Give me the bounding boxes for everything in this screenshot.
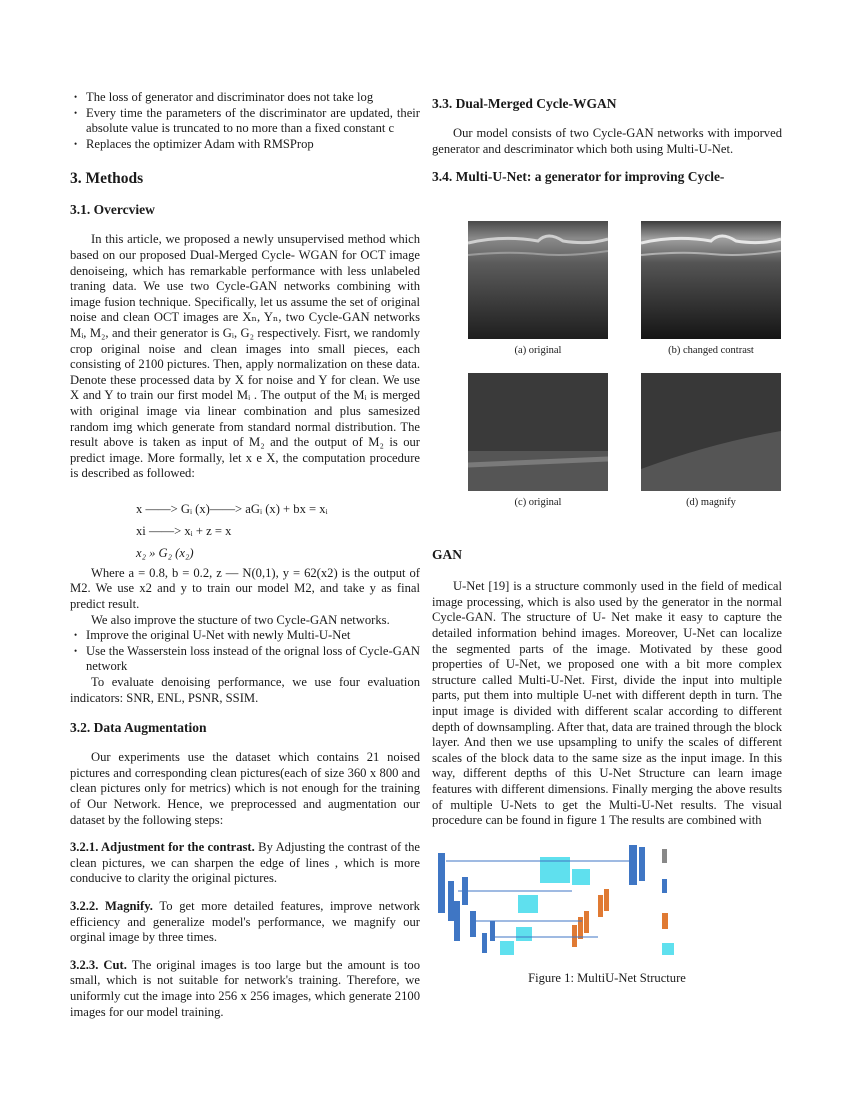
retina-scan-picture bbox=[468, 221, 608, 339]
subsection-heading-overview: 3.1. Overcview bbox=[70, 202, 155, 218]
retina-magnified-picture bbox=[641, 373, 781, 491]
unet-paragraph: U-Net [19] is a structure commonly used in the field of medical image processing, which is also used by the generator in the normal Cycle-GAN. The structure of U- Net make it easy to capture the detailed information behind images. Moreover, U-Net can localize the segmented parts of the image. Motivated by these good properties of U-Net, we proposed one with a bit more complex structure called Multi-U-Net. First, divide the input into multiple parts, put them into multiple U-net with different depth in turn. The input image is divided with different scalar according to different depth of downsampling. After that, data are trained through the block layer. And then we use upsampling to unify the scales of different scales of the block data to the same size as the input image. In this way, different depths of this U-Net Structure can learn image features with different dimensions. Finally merging the above results of multiple U-Nets to get the Multi-U-Net results. The visual procedure can be found in figure 1 The results are combined with bbox=[432, 579, 782, 828]
left-column bbox=[70, 90, 420, 1020]
subsubsection-cut bbox=[70, 958, 420, 1020]
oct-image-original-crop bbox=[468, 373, 608, 491]
image-caption: (c) original bbox=[514, 497, 562, 509]
oct-image-magnify bbox=[641, 373, 781, 491]
subsubsection-text: To get more detailed features, improve network efficiency and generalize model's performance, we magnify our orginal image by three times. bbox=[70, 898, 420, 945]
block-layers bbox=[500, 857, 674, 955]
subsection-heading-gan: GAN bbox=[432, 547, 462, 563]
image-caption: (b) changed contrast bbox=[668, 345, 754, 357]
decoder-blocks bbox=[572, 889, 668, 947]
subsubsection-title: 3.2.3. Cut. bbox=[70, 957, 127, 972]
figure-caption: Figure 1: MultiU-Net Structure bbox=[528, 970, 686, 985]
subsubsection-contrast bbox=[70, 840, 420, 887]
legend-swatches bbox=[662, 849, 667, 893]
retina-crop-picture bbox=[468, 373, 608, 491]
oct-image-grid bbox=[432, 221, 782, 521]
subsection-heading-augmentation: 3.2. Data Augmentation bbox=[70, 720, 207, 736]
subsubsection-title: 3.2.2. Magnify. bbox=[70, 898, 153, 913]
list-item: • The loss of generator and discriminator does not take log bbox=[56, 90, 420, 106]
subsubsection-title: 3.2.1. Adjustment for the contrast. bbox=[70, 840, 255, 855]
section-heading-methods: 3. Methods bbox=[70, 170, 144, 188]
subsubsection-text: The original images is too large but the amount is too small, which is not suitable for network's training. Therefore, we uniformly cut the image into 256 x 256 images, which generate 2100 images for our model training. bbox=[70, 957, 420, 1019]
evaluation-paragraph: To evaluate denoising performance, we use four evaluation indicators: SNR, ENL, PSNR, SSIM. bbox=[70, 675, 420, 705]
multi-unet-diagram bbox=[432, 841, 782, 969]
image-caption: (d) magnify bbox=[686, 497, 736, 509]
subsection-heading-dual-merged: 3.3. Dual-Merged Cycle-WGAN bbox=[432, 96, 617, 111]
list-item: • Improve the original U-Net with newly Multi-U-Net bbox=[56, 628, 420, 644]
improve-paragraph: We also improve the stucture of two Cycle-GAN networks. bbox=[91, 612, 390, 627]
oct-image-original bbox=[468, 221, 608, 339]
subsection-heading-multi-unet: 3.4. Multi-U-Net: a generator for improving Cycle- bbox=[432, 169, 725, 185]
oct-image-changed-contrast bbox=[641, 221, 781, 339]
multi-unet-figure bbox=[432, 841, 782, 969]
equation-line: x ——> Gᵢ (x)——> aGᵢ (x) + bx = xᵢ bbox=[136, 501, 328, 516]
dual-merged-paragraph: Our model consists of two Cycle-GAN networks with imporved generator and descriminator which both using Multi-U-Net. bbox=[432, 126, 782, 156]
list-item: • Every time the parameters of the discriminator are updated, their absolute value is truncated to no more than a fixed constant c bbox=[56, 106, 420, 137]
subsubsection-magnify bbox=[70, 899, 420, 946]
augmentation-paragraph: Our experiments use the dataset which contains 21 noised pictures and corresponding clean pictures(each of size 360 x 800 and clean pictures only for metrics) which is not enough for the training of Our Network. Hence, we preprocessed and augmentation our dataset by the following steps: bbox=[70, 750, 420, 827]
image-caption: (a) original bbox=[514, 345, 562, 357]
equation-line: xi ——> xᵢ + z = x bbox=[136, 523, 232, 538]
where-paragraph: Where a = 0.8, b = 0.2, z — N(0,1), y = 62(x2) is the output of M2. We use x2 and y to train our model M2, and take y as final predict result. bbox=[70, 565, 420, 612]
list-item: • Use the Wasserstein loss instead of the orignal loss of Cycle-GAN network bbox=[56, 644, 420, 675]
bullet-list-improvements bbox=[56, 628, 420, 675]
retina-scan-picture bbox=[641, 221, 781, 339]
equation-block bbox=[70, 498, 420, 564]
equation-line: x₂ » G₂ (x₂) bbox=[136, 545, 194, 560]
overview-paragraph: In this article, we proposed a newly unsupervised method which based on our proposed Dual-Merged Cycle- WGAN for OCT image denoiseing, which has remarkable performance with less unlabeled traning data. We use two Cycle-GAN networks combining with image fusion technique. Specifically, let us assume the set of original noise and clean OCT images are Xₙ, Yₙ, two Cycle-GAN networks Mᵢ, M₂, and their generator is Gᵢ, G₂ respectively. Fisrt, we randomly crop original noise and clean images into small pieces, each consisting of 2100 pictures. Then, apply normalization on these data. Denote these processed data by X for noise and Y for clean. We use X and Y to train our first model Mᵢ . The output of the Mᵢ is merged with original image via linear combination and plus samesized random img which generate from standard normal distribution. The result above is taken as input of M₂ and the output of M₂ is our predict image. More formally, let x e X, the computation procedure is described as followed: bbox=[70, 232, 420, 481]
right-column bbox=[432, 90, 782, 986]
bullet-list-wgan bbox=[56, 90, 420, 152]
list-item: • Replaces the optimizer Adam with RMSProp bbox=[56, 137, 420, 153]
subsubsection-text: By Adjusting the contrast of the clean pictures, we can sharpen the edge of lines , which is more conducive to clarity the original pictures. bbox=[70, 840, 420, 886]
